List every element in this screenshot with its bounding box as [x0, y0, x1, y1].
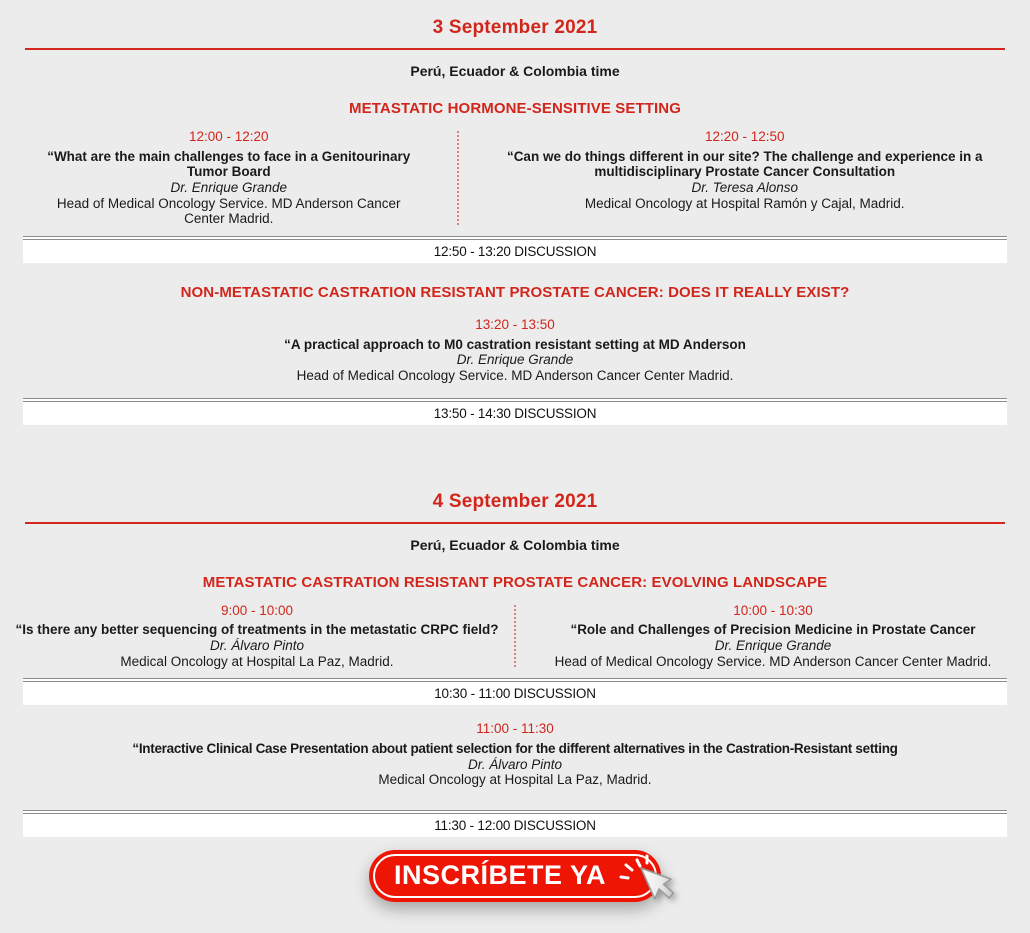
day-2-section	[0, 474, 1030, 837]
session-title: “What are the main challenges to face in a Genitourinary Tumor Board	[47, 148, 411, 180]
session-title: “Interactive Clinical Case Presentation about patient selection for the different alternatives in the Castration-Resistant setting	[132, 740, 898, 756]
session-block	[0, 129, 457, 227]
session-block	[0, 603, 514, 670]
day-1-timezone: Perú, Ecuador & Colombia time	[410, 63, 620, 79]
day-2-divider-rule	[25, 522, 1005, 524]
day-2-date-title: 4 September 2021	[432, 490, 598, 512]
day-1-topic-1-heading: METASTATIC HORMONE-SENSITIVE SETTING	[349, 100, 681, 117]
session-speaker: Dr. Teresa Alonso	[691, 179, 799, 195]
session-title: “Is there any better sequencing of treatments in the metastatic CRPC field?	[15, 622, 499, 638]
register-button-label: INSCRÍBETE YA	[393, 860, 607, 891]
day-2-sessions-row	[0, 603, 1030, 670]
session-affiliation: Medical Oncology at Hospital La Paz, Madrid.	[120, 653, 394, 669]
session-speaker: Dr. Enrique Grande	[714, 637, 832, 653]
session-time: 10:00 - 10:30	[733, 602, 813, 618]
day-1-date-title: 3 September 2021	[432, 17, 598, 38]
discussion-bar: 11:30 - 12:00 DISCUSSION	[23, 810, 1007, 837]
session-affiliation: Medical Oncology at Hospital Ramón y Cajal, Madrid.	[584, 195, 905, 211]
day-1-sessions-row	[0, 129, 1030, 227]
day-2-topic-1-heading: METASTATIC CASTRATION RESISTANT PROSTATE CANCER: EVOLVING LANDSCAPE	[202, 573, 828, 591]
session-block	[0, 721, 1030, 788]
session-speaker: Dr. Enrique Grande	[456, 352, 574, 368]
session-affiliation: Head of Medical Oncology Service. MD Anderson Cancer Center Madrid.	[56, 195, 401, 227]
discussion-bar: 12:50 - 13:20 DISCUSSION	[23, 236, 1007, 263]
discussion-bar: 13:50 - 14:30 DISCUSSION	[23, 398, 1007, 425]
session-time: 11:00 - 11:30	[476, 721, 554, 737]
register-button[interactable]	[369, 850, 661, 902]
session-time: 9:00 - 10:00	[220, 602, 294, 618]
day-1-section	[0, 0, 1030, 425]
day-1-divider-rule	[25, 48, 1005, 50]
session-time: 13:20 - 13:50	[475, 316, 555, 332]
session-speaker: Dr. Álvaro Pinto	[209, 637, 305, 653]
day-2-timezone: Perú, Ecuador & Colombia time	[410, 536, 620, 553]
session-time: 12:00 - 12:20	[188, 129, 269, 144]
session-block	[516, 603, 1030, 670]
session-time: 12:20 - 12:50	[704, 129, 785, 144]
session-affiliation: Head of Medical Oncology Service. MD Anderson Cancer Center Madrid.	[554, 653, 992, 669]
session-affiliation: Medical Oncology at Hospital La Paz, Madrid.	[378, 772, 652, 788]
session-speaker: Dr. Enrique Grande	[170, 179, 288, 195]
session-title: “Role and Challenges of Precision Medicine in Prostate Cancer	[570, 622, 976, 638]
session-block	[0, 317, 1030, 384]
session-block	[459, 129, 1030, 227]
discussion-bar: 10:30 - 11:00 DISCUSSION	[23, 678, 1007, 705]
session-title: “Can we do things different in our site? The challenge and experience in a multidisciplinary Prostate Cancer Consultation	[506, 148, 983, 180]
session-title: “A practical approach to M0 castration resistant setting at MD Anderson	[284, 336, 746, 352]
session-affiliation: Head of Medical Oncology Service. MD Anderson Cancer Center Madrid.	[296, 367, 734, 383]
day-1-topic-2-heading: NON-METASTATIC CASTRATION RESISTANT PROSTATE CANCER: DOES IT REALLY EXIST?	[180, 283, 850, 301]
session-speaker: Dr. Álvaro Pinto	[467, 756, 563, 772]
